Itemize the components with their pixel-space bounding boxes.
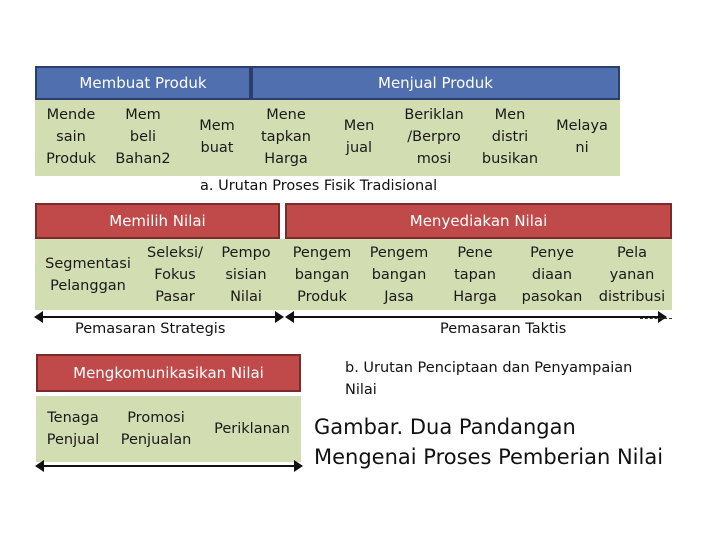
dashed-tail	[640, 318, 672, 319]
label-pemasaran-strategis: Pemasaran Strategis	[75, 321, 226, 337]
cell-c-2: Promosi Penjualan	[120, 410, 192, 448]
header-mengkomunikasikan-nilai	[36, 354, 301, 392]
header-memilih-nilai	[35, 203, 280, 239]
arrow-komunikasi	[37, 465, 301, 467]
header-membuat-produk	[35, 66, 251, 100]
cell-b-4: Pengem bangan Produk	[292, 245, 352, 305]
cell-a-3: Mem buat	[199, 118, 235, 156]
label-pemasaran-taktis: Pemasaran Taktis	[440, 321, 567, 337]
cell-b-8: Pela yanan distribusi	[598, 245, 666, 305]
header-mengkomunikasikan-nilai-label: Mengkomunikasikan Nilai	[73, 364, 264, 382]
header-menyediakan-nilai-label: Menyediakan Nilai	[409, 212, 548, 230]
cell-b-1: Segmentasi Pelanggan	[45, 256, 131, 294]
header-membuat-produk-label: Membuat Produk	[79, 74, 207, 92]
cell-a-8: Melaya ni	[556, 118, 608, 156]
header-memilih-nilai-label: Memilih Nilai	[109, 212, 206, 230]
arrow-taktis	[287, 316, 665, 318]
cell-b-7: Penye diaan pasokan	[521, 245, 583, 305]
cell-a-2: Mem beli Bahan2	[115, 107, 171, 167]
section-a	[35, 66, 620, 176]
arrow-strategis	[36, 316, 282, 318]
header-menyediakan-nilai	[285, 203, 672, 239]
cell-a-4: Mene tapkan Harga	[261, 107, 311, 167]
cell-c-1: Tenaga Penjual	[46, 410, 100, 448]
cell-b-3: Pempo sisian Nilai	[221, 245, 271, 305]
cell-b-6: Pene tapan Harga	[453, 245, 497, 305]
caption-a: a. Urutan Proses Fisik Tradisional	[200, 178, 438, 194]
cell-a-6: Beriklan /Berpro mosi	[404, 107, 464, 167]
header-menjual-produk	[251, 66, 620, 100]
cell-a-5: Men jual	[343, 118, 375, 156]
cell-b-2: Seleksi/ Fokus Pasar	[147, 245, 203, 305]
cell-a-7: Men distri busikan	[481, 107, 539, 167]
header-menjual-produk-label: Menjual Produk	[378, 74, 493, 92]
cell-c-3: Periklanan	[214, 421, 290, 437]
cell-b-5: Pengem bangan Jasa	[369, 245, 429, 305]
caption-b: b. Urutan Penciptaan dan Penyampaian Nilai	[345, 360, 633, 398]
cell-a-1: Mende sain Produk	[46, 107, 96, 167]
figure-title: Gambar. Dua Pandangan Mengenai Proses Pemberian Nilai	[314, 415, 664, 469]
